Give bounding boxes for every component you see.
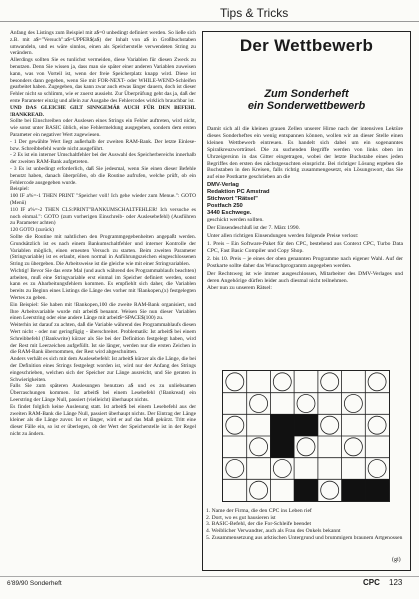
article-paragraph: Beispiel: — [10, 186, 30, 193]
page-header — [0, 0, 419, 28]
contest-subtitle-2: ein Sonderwettbewerb — [247, 100, 366, 112]
article-paragraph: Anfang des Listings zum Beispiel mit a$=0 unbedingt definiert werden. So ließe sich z.B. mit a$="Versuch":a$=UPPER$(a$) der Inhalt von a$ in Großbuchstaben umwandeln, und es wäre sinnlos, einen als Speicherstelle verwendeten String zu verändern. — [10, 30, 196, 57]
clue-item: 1. Name der Firma, die den CPC ins Leben rief — [206, 508, 312, 514]
magazine-brand: CPC — [363, 578, 380, 587]
article-paragraph: Weiterhin ist darauf zu achten, daß die Variable während des Programmablaufs diesen Wert nicht - oder nur geringfügig - überschreitet. Problematik: Ist arbeit$ bei einem Schreibbefehl (!Bankwrite) kürzer als Sie bei der Definition festgelegt haben, wird der Rest mit Leerzeichen aufgefüllt. Ist sie länger, werden nur die ersten Zeichen in die RAM-Bank übernommen, der Rest wird abgeschnitten. — [10, 322, 196, 356]
author-credit: (gi) — [392, 557, 401, 563]
prize-1: 1. Preis – Ein Software-Paket für den CPC, bestehend aus Context CPC, Turbo Data CPC, Fast Basic Compiler und Copy Shop. — [207, 240, 403, 254]
article-paragraph: Es findet folglich keine Auslesung statt. Ist arbeit$ bei einem Lesebefehl aus der zweiten RAM-Bank die Länge Null, passiert überhaupt nichts. Der Eintrag der Länge kleiner als die Länge zuvor. Ist er länger, wird er auf das Maß gekürzt. Tritt eine dieser Fälle ein, so ist er überlegen, ob der Wert der Speicherstelle ist in der Regel nicht zu ändern. — [10, 403, 196, 438]
article-code-line: 120 GOTO (zurück) — [10, 227, 54, 234]
address-line: Redaktion PC Amstrad — [207, 189, 270, 196]
address-line: Stichwort "Rätsel" — [207, 196, 258, 203]
puzzle-intro: Aber nun zu unserem Rätsel: — [207, 285, 272, 292]
header-divider — [0, 21, 419, 22]
crossword-svg — [223, 371, 389, 501]
clue-list — [206, 508, 404, 542]
page-number: 123 — [389, 578, 403, 587]
article-code-line: 110 IF a%=-2 THEN CLS:PRINT"BANKUMSCHALTFEHLER! Ich versuche es noch einmal.": GOTO (zum vorherigen Einschreib- oder Auslesebefehl) (Ausführen zu Parameter achten) — [10, 206, 196, 227]
contest-body — [207, 126, 403, 293]
article-paragraph: - 3 Es ist unbedingt erforderlich, daß Sie jedesmal, wenn Sie einen dieser Befehle benutzt haben, danach überprüfen, ob die Routine aufrufen, welche prüft, ob ein Fehlercode ausgegeben wurde. — [10, 165, 196, 186]
address-line: DMV-Verlag — [207, 182, 239, 189]
issue-label: 6'89/90 Sonderheft — [7, 580, 62, 587]
article-paragraph: - 2 Es ist ein interner Umschaltfehler bei der Auswahl des Speicherbereichs innerhalb der zweiten RAM-Bank aufgetreten. — [10, 152, 196, 166]
article-paragraph: - 1 Der gewählte Wert liegt außerhalb der zweiten RAM-Bank. Der letzte Einlese- bzw. Schreibbefehl wurde nicht ausgeführt. — [10, 138, 196, 152]
article-paragraph: Anders verhält es sich mit dem Auslesebefehl: Ist arbeit$ kürzer als die Länge, die bei der Definition eines Strings festgelegt worden ist, wird nur der Anfang des Strings eingeschrieben, welchen sich der Speicher zur Länge ausreicht, und Sie geraten in Schwierigkeiten. — [10, 356, 196, 383]
article-text-column — [10, 30, 196, 570]
contest-intro: Damit sich all die kleinen grauen Zellen unserer Hirne nach der intensiven Lektüre dieses Sonderheftes ein wenig entspannen können, wollen wir an dieser Stelle einen kleinen Wettbewerb eintreuen. Es handelt sich dabei um ein sogenanntes Spiralkreuzworträtsel. Die zu suchenden Begriffe werden von links oben im Uhrzeigersinn in das Gitter eingetragen, wobei der letzte Buchstabe eines jeden Begriffes den ersten des nächstgesuchten einspricht. Bei richtiger Lösung ergeben die Buchstaben in den Kreisen, falls richtig zusammengesetzt, ein Lösungswort, das Sie auf eine Postkarte geschrieben an die — [207, 126, 403, 181]
article-paragraph: Ein Beispiel: Sie haben mit !Bankopen,100 die zweite RAM-Bank organisiert, und Ihre Arbeitsvariable wurde mit arbeit$ benannt. Weisen Sie nun dieser Variablen einen Leerstring oder eine andere Länge mit arbeit$=SPACE$(100) zu. — [10, 301, 196, 322]
section-title: Tips & Tricks — [220, 6, 289, 20]
clue-item: 5. Zusammensetzung aus arktischen Untergrund und brummigem braunem Artgenossen — [206, 534, 403, 541]
deadline: Der Einsendeschluß ist der 7. März 1990. — [207, 225, 300, 232]
article-paragraph: Sollte bei Einschreiben oder Auslesen eines Strings ein Fehler auftreten, wird nicht, wie sonst unter BASIC üblich, eine Fehlermeldung ausgegeben, sondern dem ersten Parameter ein negativer Wert zugewiesen. — [10, 118, 196, 138]
article-paragraph: Falls Sie zum späteren Auslesungen benutzen a$ und es zu unliebsamen Überraschungen kommen. Ist arbeit$ bei einem Lesebefehl (!Bankread) ein Leerstring der Länge Null, passiert (vielleicht) überhaupt nichts. — [10, 383, 196, 404]
prize-2: 2. bis 10. Preis – je eines der oben genannten Programme nach eigener Wahl. Auf der Postkarte sollte daher das Wunschprogramm angegeben werden. — [207, 255, 403, 269]
clue-item: 3. BASIC-Befehl, der die For-Schleife beendet — [206, 521, 312, 528]
article-paragraph: Wichtig! Bevor Sie das erste Mal (und auch während des Programmablaufs beachten) arbeiten, muß eine Stringvariable erst einmal im Speicher definiert werden, sonst kann es zu Abarbeitungsfehlern kommen. Es empfiehlt sich daher, die Variablen bereits zu Beginn eines Listings die Länge des vorher mit !Bankopen,(x) festgelegten Wertes zu geben. — [10, 267, 196, 302]
contest-subtitle-1: Zum Sonderheft — [264, 88, 349, 100]
legal-notice: Der Rechtsweg ist wie immer ausgeschlossen, Mitarbeiter des DMV-Verlages und deren Angehörige dürfen leider auch diesmal nicht teilnehmen. — [207, 270, 403, 284]
article-paragraph: Sollte die Routine mit nahtlichen den Programmgegebenheiten angepaßt werden. Grundsätzlich ist es nach einem Bankumschaltfehler und interner Kontrolle der Variablen möglich, einen erneuten Versuch zu starten. Beim zweiten Parameter (Stringvariable) ist es erlaubt, einen normal in Anführungszeichen eingeschlossenen String zu übergeben. Die Arbeitsweise ist die gleiche wie mit einer Stringvariablen. — [10, 233, 196, 268]
article-code-line: 100 IF a%=-1 THEN PRINT "Speicher voll! Ich gehe wieder zum Menue.": GOTO (Menü) — [10, 193, 196, 206]
address-line: 3440 Eschwege. — [207, 210, 252, 217]
clue-item: 2. Dort, wo es gut hausieren ist — [206, 514, 276, 521]
article-paragraph: UND DAS GLEICHE GILT SINNGEMÄß AUCH FÜR DEN BEFEHL !BANKREAD. — [10, 104, 196, 118]
footer-divider — [0, 576, 419, 577]
spiral-crossword-grid — [222, 370, 390, 502]
address-line: Postfach 250 — [207, 203, 243, 210]
clue-item: 4. Weiblicher Verwandter, auch als Frau des Onkels bekannt — [206, 528, 341, 535]
sent-line: geschickt werden sollten. — [207, 217, 264, 224]
contest-title: Der Wettbewerb — [239, 36, 374, 55]
article-paragraph: Allerdings sollten Sie es tunlichst vermeiden, diese Variablen für diesen Zweck zu benutzen. Denn Sie wissen ja, dass man sie später einer anderen Variablen zuweisen kann, was von Vorteil ist, wenn der freie Speicherplatz knapp wird. Diese ist besonders dann gegeben, wenn Sie mit FOR-NEXT- oder WHILE-WEND-Schleifen gearbeitet haben. Zugegeben, das kann zwar auch etwas länger dauern, doch ist dieser Fehler nicht so schlimm, wie er zuerst aussieht. Zur Überprüfung geht das ja, daß der erste Parameter einzig und allein zur Ausgabe des Fehlercodes wirklich brauchbar ist. — [10, 57, 196, 104]
prizes-intro: Unter allen richtigen Einsendungen werden folgende Preise verlost: — [207, 233, 359, 240]
